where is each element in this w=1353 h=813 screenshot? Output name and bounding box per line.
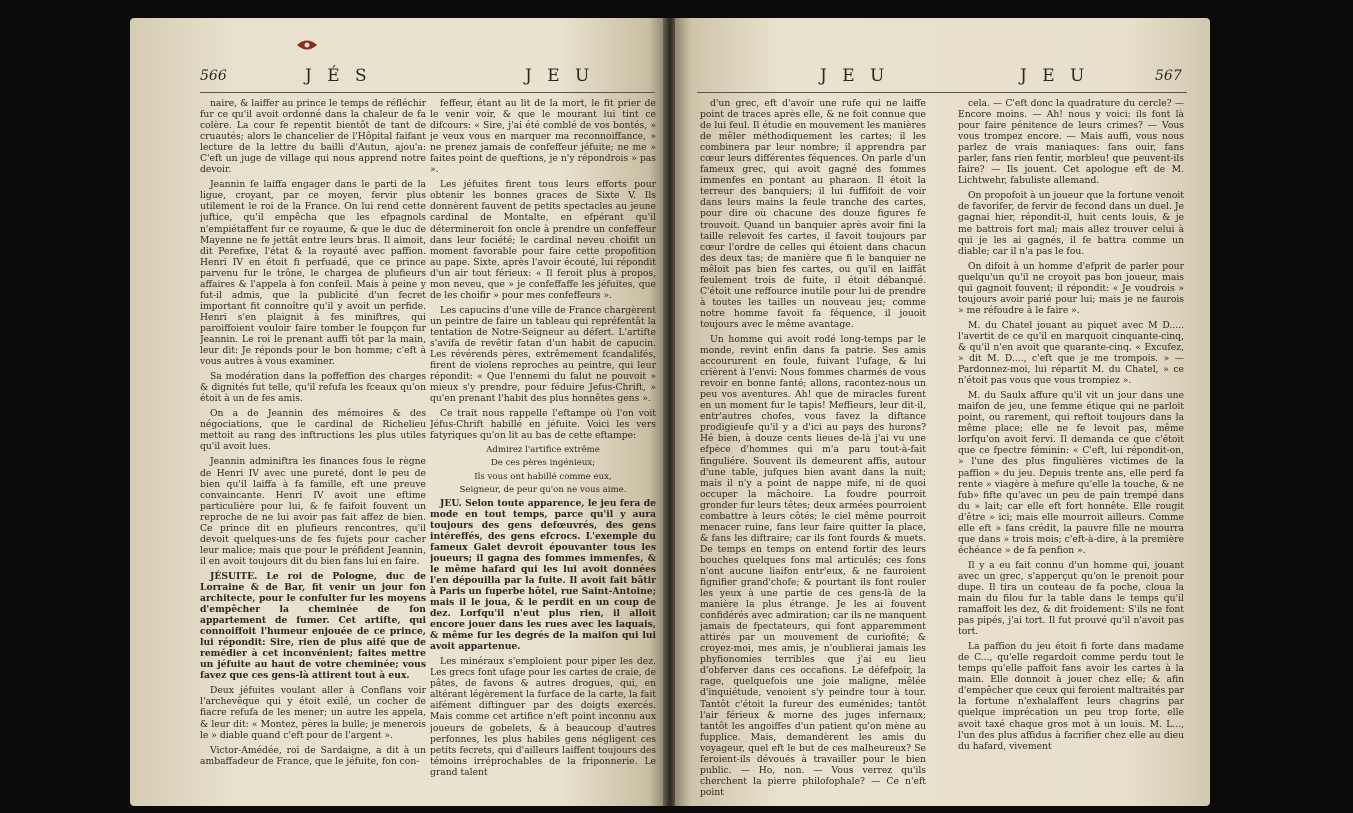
running-head: J E U [1020,66,1090,86]
ornament-icon [295,36,319,54]
paragraph: On difoit à un homme d'efprit de parler pour quelqu'un qu'il ne croyoit pas bon joueur, mais qui gagnoit fouvent; il répondit: « Je voudrois » toujours avoir parié pour lui; mais je ne faurois » me réfoudre à le faire ». [958,260,1184,316]
paragraph: feffeur, étant au lit de la mort, le fit prier de le venir voir, & que le mourant lui tint ce difcours: « Sire, j'ai été comblé de vos bontés, » je veux vous en marquer ma reconnoiffance, » ne prenez jamais de confeffeur jéfuite; ne me » faites point de queftions, je n'y répondrois » pas ». [430,98,656,176]
running-head: J E U [525,66,595,86]
text-column [430,98,656,798]
paragraph: M. du Chatel jouant au piquet avec M D..... l'avertit de ce qu'il en marquoit cinquante-cinq, & qu'il n'en avoit que quarante-cinq. « Excufez, » dit M. D...., c'eft que je me trompois. » — Pardonnez-moi, lui répartit M. du Chatel, » ce n'étoit pas vous que vous trompiez ». [958,319,1184,387]
text-column [700,98,926,798]
paragraph: On a de Jeannin des mémoires & des négociations, que le cardinal de Richelieu mettoit au rang des inftructions les plus utiles qu'il avoit lues. [200,408,426,453]
verse-line: De ces pères ingénieux; [490,458,596,469]
running-head: J E U [820,66,890,86]
paragraph: Sa modération dans la poffeffion des charges & dignités fut telle, qu'il refufa les fceaux qu'on étoit à un de fes amis. [200,371,426,405]
paragraph: Les capucins d'une ville de France chargèrent un peintre de faire un tableau qui repréfentât la tentation de Notre-Seigneur au défert. L'artifte s'avifa de revêtir fatan d'un habit de capucin. Les révérends pères, extrêmement fcandalifés, firent de violens reproches au peintre, qui leur répondit: « Que l'ennemi du falut ne pouvoit » mieux s'y prendre, pour féduire Jefus-Chrift, » qu'en prenant l'habit des plus honnêtes gens ». [430,304,656,405]
running-head: J É S [305,66,372,86]
paragraph: naire, & laiffer au prince le temps de réfléchir fur ce qu'il avoit ordonné dans la chaleur de fa colère. La cour fe repentit bientôt de tant de cruautés; alors le chancelier de l'Hôpital faifant lecture de la lettre du bailli d'Autun, ajou'a: C'eft un juge de village qui nous apprend notre devoir. [200,98,426,176]
paragraph: On propofoit à un joueur que la fortune venoit de favorifer, de fervir de fecond dans un duel. Je gagnai hier, répondit-il, huit cents louis, & je me battrois fort mal; mais allez trouver celui à qui je les ai gagnés, il fe battra comme un diable; car il n'a pas le fou. [958,190,1184,257]
verse-line: Ils vous ont habillé comme eux, [474,471,612,482]
paragraph: Deux jéfuites voulant aller à Conflans voir l'archevêque qui y étoit exilé, un cocher de fiacre refufa de les mener; un autre les appela, & leur dit: « Montez, pères la bulle; je menerois le » diable quand c'eft pour de l'argent ». [200,685,426,741]
paragraph: Un homme qui avoit rodé long-temps par le monde, revint enfin dans fa patrie. Ses amis accoururent en foule, fuivant l'ufage, & lui crièrent à l'envi: Nous fommes charmés de vous revoir en bonne fanté; allons, racontez-nous un peu vos aventures. Ah! que de miracles furent en un moment fur le tapis! Meffieurs, leur dit-il, entr'autres chofes, vous favez la diftance prodigieufe qu'il y a d'ici au pays des hurons? Hé bien, à douze cents lieues de-là j'ai vu une efpèce d'hommes qui m'a paru tout-à-fait finguliére. Souvent ils demeurent affis, autour d'une table, jufques bien avant dans la nuit; mais il n'y a point de nappe mife, ni de quoi occuper la mâchoire. La foudre pourroit gronder fur leurs têtes; deux armées pourroient combattre à leurs côtés; le ciel même pourroit menacer ruine, fans leur faire quitter la place, & fans les diftraire; car ils font fourds & muets. De temps en temps on entend fortir des leurs bouches quelques fons mal articulés; ces fons n'ont aucune liaifon entr'eux, & ne fauroient fignifier grand'chofe; & pourtant ils font rouler les yeux à une partie de ces gens-là de la manière la plus étrange. Je les ai fouvent confidérés avec admiration; car ils ne manquent jamais de fpectateurs, qui font apparemment attirés par un mouvement de curiofité; & croyez-moi, mes amis, je n'oublierai jamais les phyfionomies terribles que j'ai eu lieu d'obferver dans ces occafions. Le défefpoir, la rage, quelquefois une joie maligne, mêlée d'inquiétude, venoient s'y peindre tour à tour. Tantôt c'étoit la fureur des euménides; tantôt l'air férieux & morne des juges infernaux; tantôt les angoiffes d'un patient qu'on mène au fupplice. Mais, demandèrent les amis du voyageur, quel eft le but de ces malheureux? Se feroient-ils dévoués à travailler pour le bien public. — Ho, non. — Vous verrez qu'ils cherchent la pierre philofophale? — Ce n'eft point [700,333,926,798]
paragraph: Victor-Amédée, roi de Sardaigne, a dit à un ambaffadeur de France, que le jéfuite, fon con- [200,744,426,767]
text-column [200,98,426,798]
paragraph: Il y a eu fait connu d'un homme qui, jouant avec un grec, s'apperçut qu'on le prenoit pour dupe. Il tira un couteau de fa poche, cloua la main du filou fur la table dans le temps qu'il ramaffoit les dez, & dit froidement: S'ils ne font pas pipés, j'ai tort. Il fut prouvé qu'il n'avoit pas tort. [958,559,1184,638]
header-rule [200,92,655,93]
verse-line: Admirez l'artifice extrême [486,445,600,456]
text-column [958,98,1184,798]
paragraph: d'un grec, eft d'avoir une rufe qui ne laiffe point de traces après elle, & ne foit connue que de lui feul. Il étudie en mouvement les manières de mêler méthodiquement les cartes; il les combinera par leur nombre; il apprendra par cœur leurs différentes féquences. On parle d'un fameux grec, qui avoit gagné des fommes immenfes en pontant au pharaon. Il étoit la terreur des banquiers; il lui fuffifoit de voir dans leurs mains la feule tranche des cartes, pour dire où chacune des douze figures fe trouvoit. Quand un banquier après avoir fini la taille relevoit fes cartes, il favoit toujours par cœur l'ordre de celles qui étoient dans chacun des deux tas; de manière que fi le banquier ne mêloit pas bien fes cartes, ou qu'il en laiffât feulement trois de fuite, il étoit débanqué. C'étoit une reffource inutile pour lui de prendre à toutes les tailles un nouveau jeu; comme notre homme favoit fa féquence, il jouoit toujours avec le même avantage. [700,98,926,330]
verse-line: Seigneur, de peur qu'on ne vous aime. [459,484,627,495]
paragraph: Jeannin adminiftra les finances fous le règne de Henri IV avec une pureté, dont le peu de bien qu'il laiffa à fa famille, eft une preuve convaincante. Henri IV avoit une eftime particulière pour lui, & fe faifoit fouvent un reproche de ne lui avoir pas fait affez de bien. Ce prince dit en plufieurs rencontres, qu'il devoit quelques-uns de fes fujets pour cacher leur malice; mais que pour le préfident Jeannin, il en avoit toujours dit du bien fans lui en faire. [200,456,426,567]
paragraph: cela. — C'eft donc la quadrature du cercle? — Encore moins. — Ah! nous y voici: ils font là pour faire pénitence de leurs crimes? — Vous vous trompez encore. — Mais auffi, vous nous parlez de vrais maniaques: fans ouir, fans parler, fans rien fentir, morbleu! que peuvent-ils faire? — Ils jouent. Cet apologue eft de M. Lichtwehr, fabuliste allemand. [958,98,1184,187]
right-page [675,18,1210,806]
left-page [130,18,665,806]
page-number: 566 [200,68,227,84]
paragraph: Ce trait nous rappelle l'eftampe où l'on voit Jéfus-Chrift habillé en jéfuite. Voici les vers fatyriques qu'on lit au bas de cette eftampe: [430,408,656,442]
paragraph: Les jéfuites firent tous leurs efforts pour obtenir les bonnes graces de Sixte V. Ils donnèrent fauvent de petits spectacles au jeune cardinal de Montalte, en efpérant qu'il détermineroit fon oncle à prendre un confeffeur dans leur fociété; le cardinal neveu choifit un moment favorable pour faire cette propofition au pape. Sixte, après l'avoir écouté, lui répondit d'un air tout férieux: « Il feroit plus à propos, mon neveu, que » je confeffaffe les jéfuites, que de les choifir » pour mes confeffeurs ». [430,179,656,301]
paragraph: Jeannin fe laiffa engager dans le parti de la ligue, croyant, par ce moyen, fervir plus utilement le roi de la France. On lui rend cette juftice, qu'il empêcha que les efpagnols n'empiétaffent fur ce royaume, & que le duc de Mayenne ne fe jettât entre leurs bras. Il aimoit, dit Perefixe, l'état & la royauté avec paffion. Henri IV en étoit fi perfuadé, que ce prince parvenu fur le trône, le chargea de plufieurs affaires & l'appela à fon confeil. Mais à peine y fut-il admis, que la publicité d'un fecret important fit connoître qu'il y avoit un perfide. Henri s'en plaignit à fes miniftres, qui paroiffoient vouloir faire tomber le foupçon fur Jeannin. Le roi le prenant auffi tôt par la main, leur dit: Je réponds pour le bon homme; c'eft à vous autres à vous examiner. [200,179,426,368]
entry-paragraph: JEU. Selon toute apparence, le jeu fera de mode en tout temps, parce qu'il y aura toujours des gens defœuvrés, des gens intéreffés, des gens efcrocs. L'exemple du fameux Galet devroit épouvanter tous les joueurs; il gagna des fommes immenfes, & le même hafard qui les lui avoit données l'en dépouilla par la fuite. Il avoit fait bâtir à Paris un fuperbe hôtel, rue Saint-Antoine; mais il le joua, & le perdit en un coup de dez. Lorfqu'il n'eut plus rien, il alloit encore jouer dans les rues avec les laquais, & même fur les degrés de la maifon qui lui avoit appartenue. [430,497,656,653]
header-rule [697,92,1187,93]
page-number: 567 [1155,68,1182,84]
paragraph: La paffion du jeu étoit fi forte dans madame de C..., qu'elle regardoit comme perdu tout le temps qu'elle paffoit fans avoir les cartes à la main. Elle donnoit à jouer chez elle; & afin d'empêcher que ceux qui feroient maltraités par la fortune n'exhalaffent leurs chagrins par quelque imprécation un peu trop forte, elle avoit taxé chaque gros mot à un louis. M. L..., l'un des plus affidus à facrifier chez elle au dieu du hafard, vivement [958,641,1184,752]
paragraph: M. du Saulx affure qu'il vit un jour dans une maifon de jeu, une femme étique qui ne parloit point, ou rarement, qui reftoit toujours dans la même place; elle ne fe levoit pas, même lorfqu'on avoit fervi. Il demanda ce que c'étoit que ce fpectre féminin: « C'eft, lui répondit-on, » l'une des plus fingulières victimes de la paffion » du jeu. Depuis trente ans, elle perd fa rente » viagère à mefure qu'elle la touche, & ne fub» fifte qu'avec un peu de pain trempé dans du » lait; car elle eft fort honnête. Elle rougit d'être » ici; mais elle mourroit ailleurs. Comme elle eft » fans crédit, la pauvre fille ne mourra que dans » trois mois; c'eft-à-dire, à la première échéance » de fa penfion ». [958,390,1184,556]
paragraph: Les minéraux s'emploient pour piper les dez. Les grecs font ufage pour les cartes de craie, de pâtes, de favons & autres drogues, qui, en altérant légèrement la furface de la carte, la fait aifément diftinguer par des doigts exercés. Mais comme cet artifice n'eft point inconnu aux joueurs de gobelets, & à beaucoup d'autres perfonnes, les plus habiles gens négligent ces petits fecrets, qui d'ailleurs laiffent toujours des témoins irréprochables de la friponnerie. Le grand talent [430,656,656,778]
open-book [130,18,1210,808]
entry-paragraph: JÉSUITE. Le roi de Pologne, duc de Lorraine & de Bar, fit venir un jour fon architecte, pour le confulter fur les moyens d'empêcher la cheminée de fon appartement de fumer. Cet artifte, qui connoiffoit l'humeur enjouée de ce prince, lui répondit: Sire, rien de plus aifé que de remédier à cet inconvénient; faites mettre un jéfuite au haut de votre cheminée; vous favez que ces gens-là attirent tout à eux. [200,570,426,682]
